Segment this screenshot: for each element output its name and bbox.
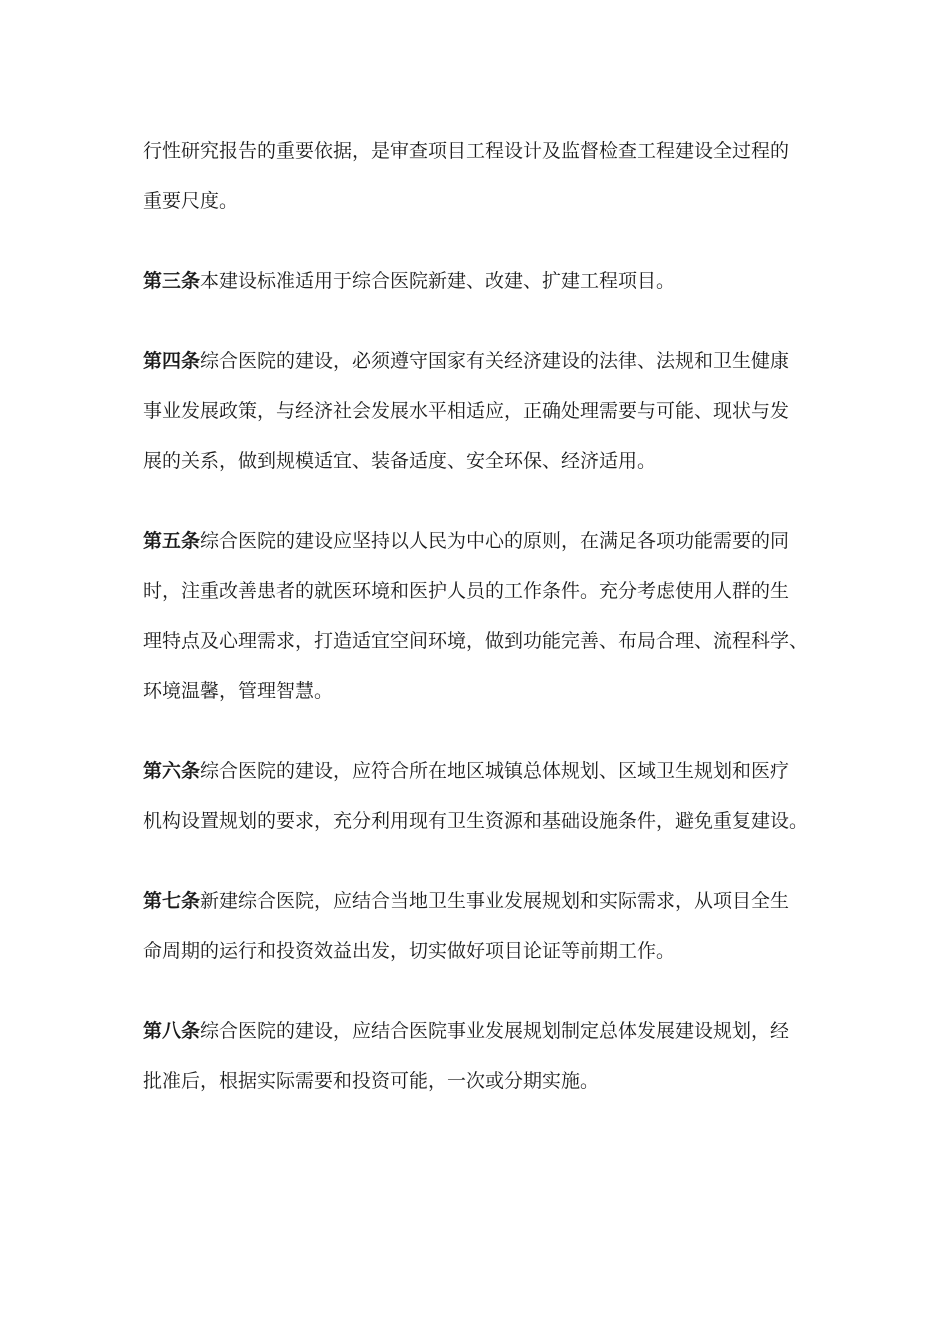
paragraph-line: 重要尺度。: [143, 190, 239, 212]
article-3: [143, 256, 815, 306]
article-6: [143, 746, 815, 846]
paragraph-line: 综合医院的建设，必须遵守国家有关经济建设的法律、法规和卫生健康: [200, 350, 790, 372]
article-5: [143, 516, 815, 716]
paragraph-line: 综合医院的建设，应符合所在地区城镇总体规划、区域卫生规划和医疗: [200, 760, 790, 782]
article-number: 第五条: [143, 530, 201, 552]
article-4: [143, 336, 815, 486]
paragraph-line: 综合医院的建设，应结合医院事业发展规划制定总体发展建设规划，经: [200, 1020, 790, 1042]
paragraph-line: 本建设标准适用于综合医院新建、改建、扩建工程项目。: [200, 270, 676, 292]
paragraph-line: 环境温馨，管理智慧。: [143, 680, 334, 702]
article-8: [143, 1006, 815, 1106]
article-number: 第四条: [143, 350, 201, 372]
paragraph-continuation: [143, 126, 815, 226]
paragraph-line: 机构设置规划的要求，充分利用现有卫生资源和基础设施条件，避免重复建设。: [143, 810, 809, 832]
article-7: [143, 876, 815, 976]
paragraph-line: 时，注重改善患者的就医环境和医护人员的工作条件。充分考虑使用人群的生: [143, 580, 790, 602]
article-number: 第八条: [143, 1020, 201, 1042]
paragraph-line: 命周期的运行和投资效益出发，切实做好项目论证等前期工作。: [143, 940, 676, 962]
paragraph-line: 行性研究报告的重要依据，是审查项目工程设计及监督检查工程建设全过程的: [143, 140, 790, 162]
document-body: [143, 126, 815, 1136]
paragraph-line: 综合医院的建设应坚持以人民为中心的原则，在满足各项功能需要的同: [200, 530, 790, 552]
article-number: 第七条: [143, 890, 201, 912]
article-number: 第六条: [143, 760, 201, 782]
paragraph-line: 展的关系，做到规模适宜、装备适度、安全环保、经济适用。: [143, 450, 657, 472]
paragraph-line: 新建综合医院，应结合当地卫生事业发展规划和实际需求，从项目全生: [200, 890, 790, 912]
paragraph-line: 批准后，根据实际需要和投资可能，一次或分期实施。: [143, 1070, 600, 1092]
article-number: 第三条: [143, 270, 201, 292]
paragraph-line: 理特点及心理需求，打造适宜空间环境，做到功能完善、布局合理、流程科学、: [143, 630, 809, 652]
paragraph-line: 事业发展政策，与经济社会发展水平相适应，正确处理需要与可能、现状与发: [143, 400, 790, 422]
